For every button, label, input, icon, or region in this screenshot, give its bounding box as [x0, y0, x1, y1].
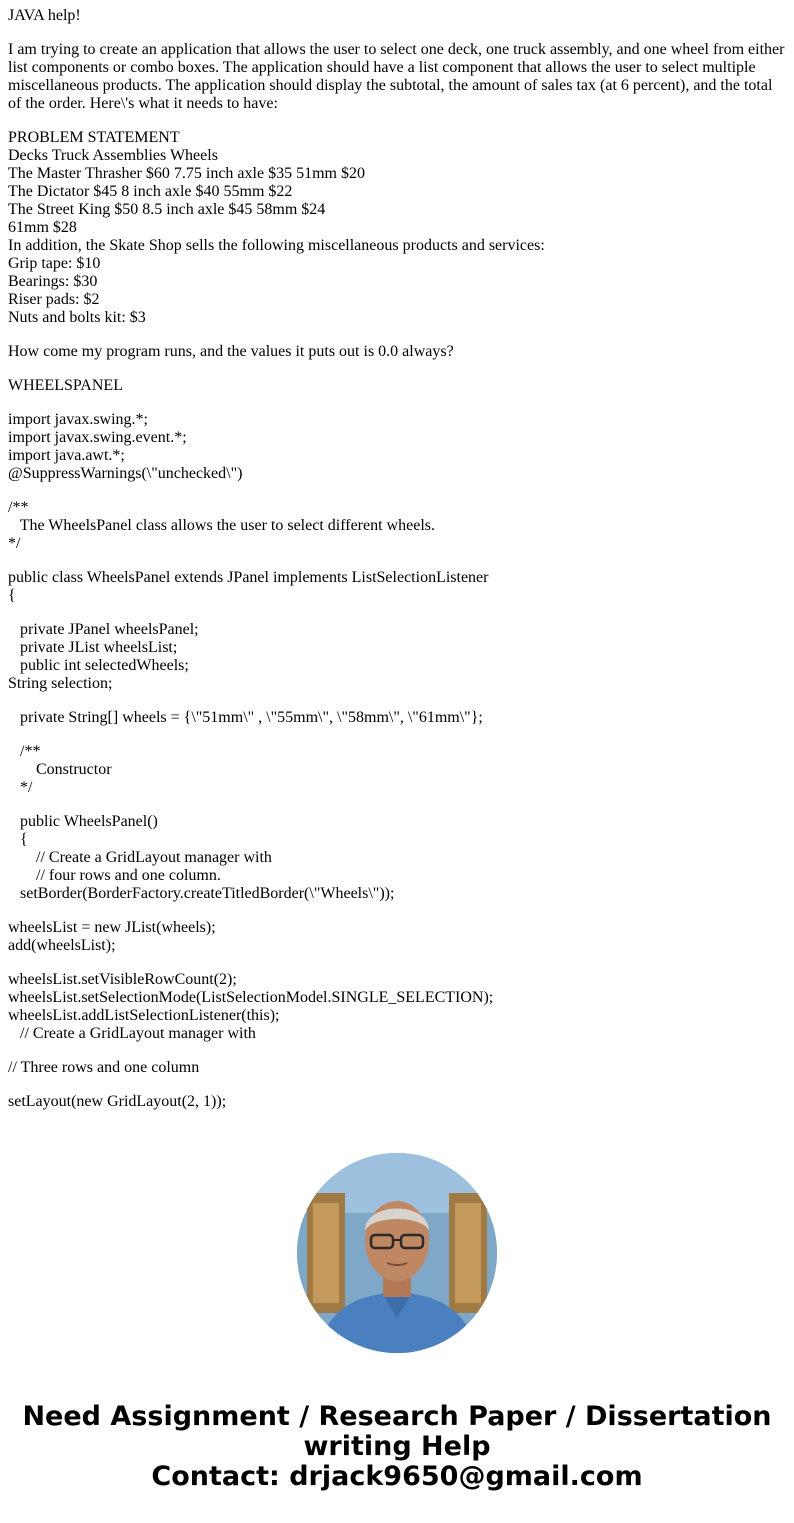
- code-line: wheelsList.setVisibleRowCount(2);: [8, 971, 237, 988]
- promo-footer: [0, 1402, 794, 1492]
- footer-line-2: writing Help: [303, 1431, 491, 1462]
- problem-line: Bearings: $30: [8, 273, 98, 290]
- code-line: {: [8, 587, 16, 604]
- code-line: wheelsList = new JList(wheels);: [8, 919, 216, 936]
- problem-line: 61mm $28: [8, 219, 77, 236]
- code-line: private JPanel wheelsPanel;: [8, 621, 199, 638]
- code-line: private JList wheelsList;: [8, 639, 178, 656]
- code-line: */: [8, 535, 21, 552]
- problem-line: Decks Truck Assemblies Wheels: [8, 147, 218, 164]
- footer-line-1: Need Assignment / Research Paper / Dissertation: [22, 1401, 772, 1432]
- code-line: public class WheelsPanel extends JPanel implements ListSelectionListener: [8, 569, 489, 586]
- code-line: import javax.swing.event.*;: [8, 429, 187, 446]
- code-line: The WheelsPanel class allows the user to select different wheels.: [8, 517, 435, 534]
- code-line: public WheelsPanel(): [8, 813, 158, 830]
- code-block: [8, 411, 788, 1111]
- code-line: import java.awt.*;: [8, 447, 125, 464]
- code-line: @SuppressWarnings(\"unchecked\"): [8, 465, 243, 482]
- problem-line: Riser pads: $2: [8, 291, 100, 308]
- problem-line: Nuts and bolts kit: $3: [8, 309, 146, 326]
- code-line: Constructor: [8, 761, 112, 778]
- problem-line: PROBLEM STATEMENT: [8, 129, 180, 146]
- code-line: /**: [8, 499, 29, 516]
- problem-line: Grip tape: $10: [8, 255, 101, 272]
- post-question: How come my program runs, and the values it puts out is 0.0 always?: [8, 343, 454, 360]
- code-line: /**: [8, 743, 41, 760]
- problem-line: The Dictator $45 8 inch axle $40 55mm $22: [8, 183, 293, 200]
- code-line: add(wheelsList);: [8, 937, 116, 954]
- problem-line: In addition, the Skate Shop sells the following miscellaneous products and services:: [8, 237, 545, 254]
- footer-contact: Contact: drjack9650@gmail.com: [151, 1461, 643, 1492]
- code-line: // four rows and one column.: [8, 867, 221, 884]
- post-title: JAVA help!: [8, 7, 81, 24]
- code-line: wheelsList.setSelectionMode(ListSelectionModel.SINGLE_SELECTION);: [8, 989, 494, 1006]
- problem-line: The Master Thrasher $60 7.75 inch axle $35 51mm $20: [8, 165, 365, 182]
- code-line: setBorder(BorderFactory.createTitledBorder(\"Wheels\"));: [8, 885, 395, 902]
- code-line: String selection;: [8, 675, 113, 692]
- code-line: import javax.swing.*;: [8, 411, 148, 428]
- post-intro: I am trying to create an application that allows the user to select one deck, one truck assembly, and one wheel from either list components or combo boxes. The application should have a list component that allows the user to select multiple miscellaneous products. The application should display the subtotal, the amount of sales tax (at 6 percent), and the total of the order. Here\'s what it needs to have:: [8, 41, 785, 112]
- code-line: setLayout(new GridLayout(2, 1));: [8, 1093, 227, 1110]
- code-line: // Create a GridLayout manager with: [8, 1025, 256, 1042]
- code-line: private String[] wheels = {\"51mm\" , \"55mm\", \"58mm\", \"61mm\"};: [8, 709, 483, 726]
- avatar-photo: [297, 1153, 497, 1353]
- code-line: {: [8, 831, 28, 848]
- code-line: // Three rows and one column: [8, 1059, 200, 1076]
- section-heading: WHEELSPANEL: [8, 377, 123, 394]
- code-line: // Create a GridLayout manager with: [8, 849, 272, 866]
- code-line: public int selectedWheels;: [8, 657, 189, 674]
- question-post: [8, 7, 788, 1111]
- code-line: wheelsList.addListSelectionListener(this);: [8, 1007, 280, 1024]
- code-line: */: [8, 779, 33, 796]
- problem-statement: [8, 129, 788, 327]
- problem-line: The Street King $50 8.5 inch axle $45 58mm $24: [8, 201, 326, 218]
- person-photo-icon: [297, 1153, 497, 1353]
